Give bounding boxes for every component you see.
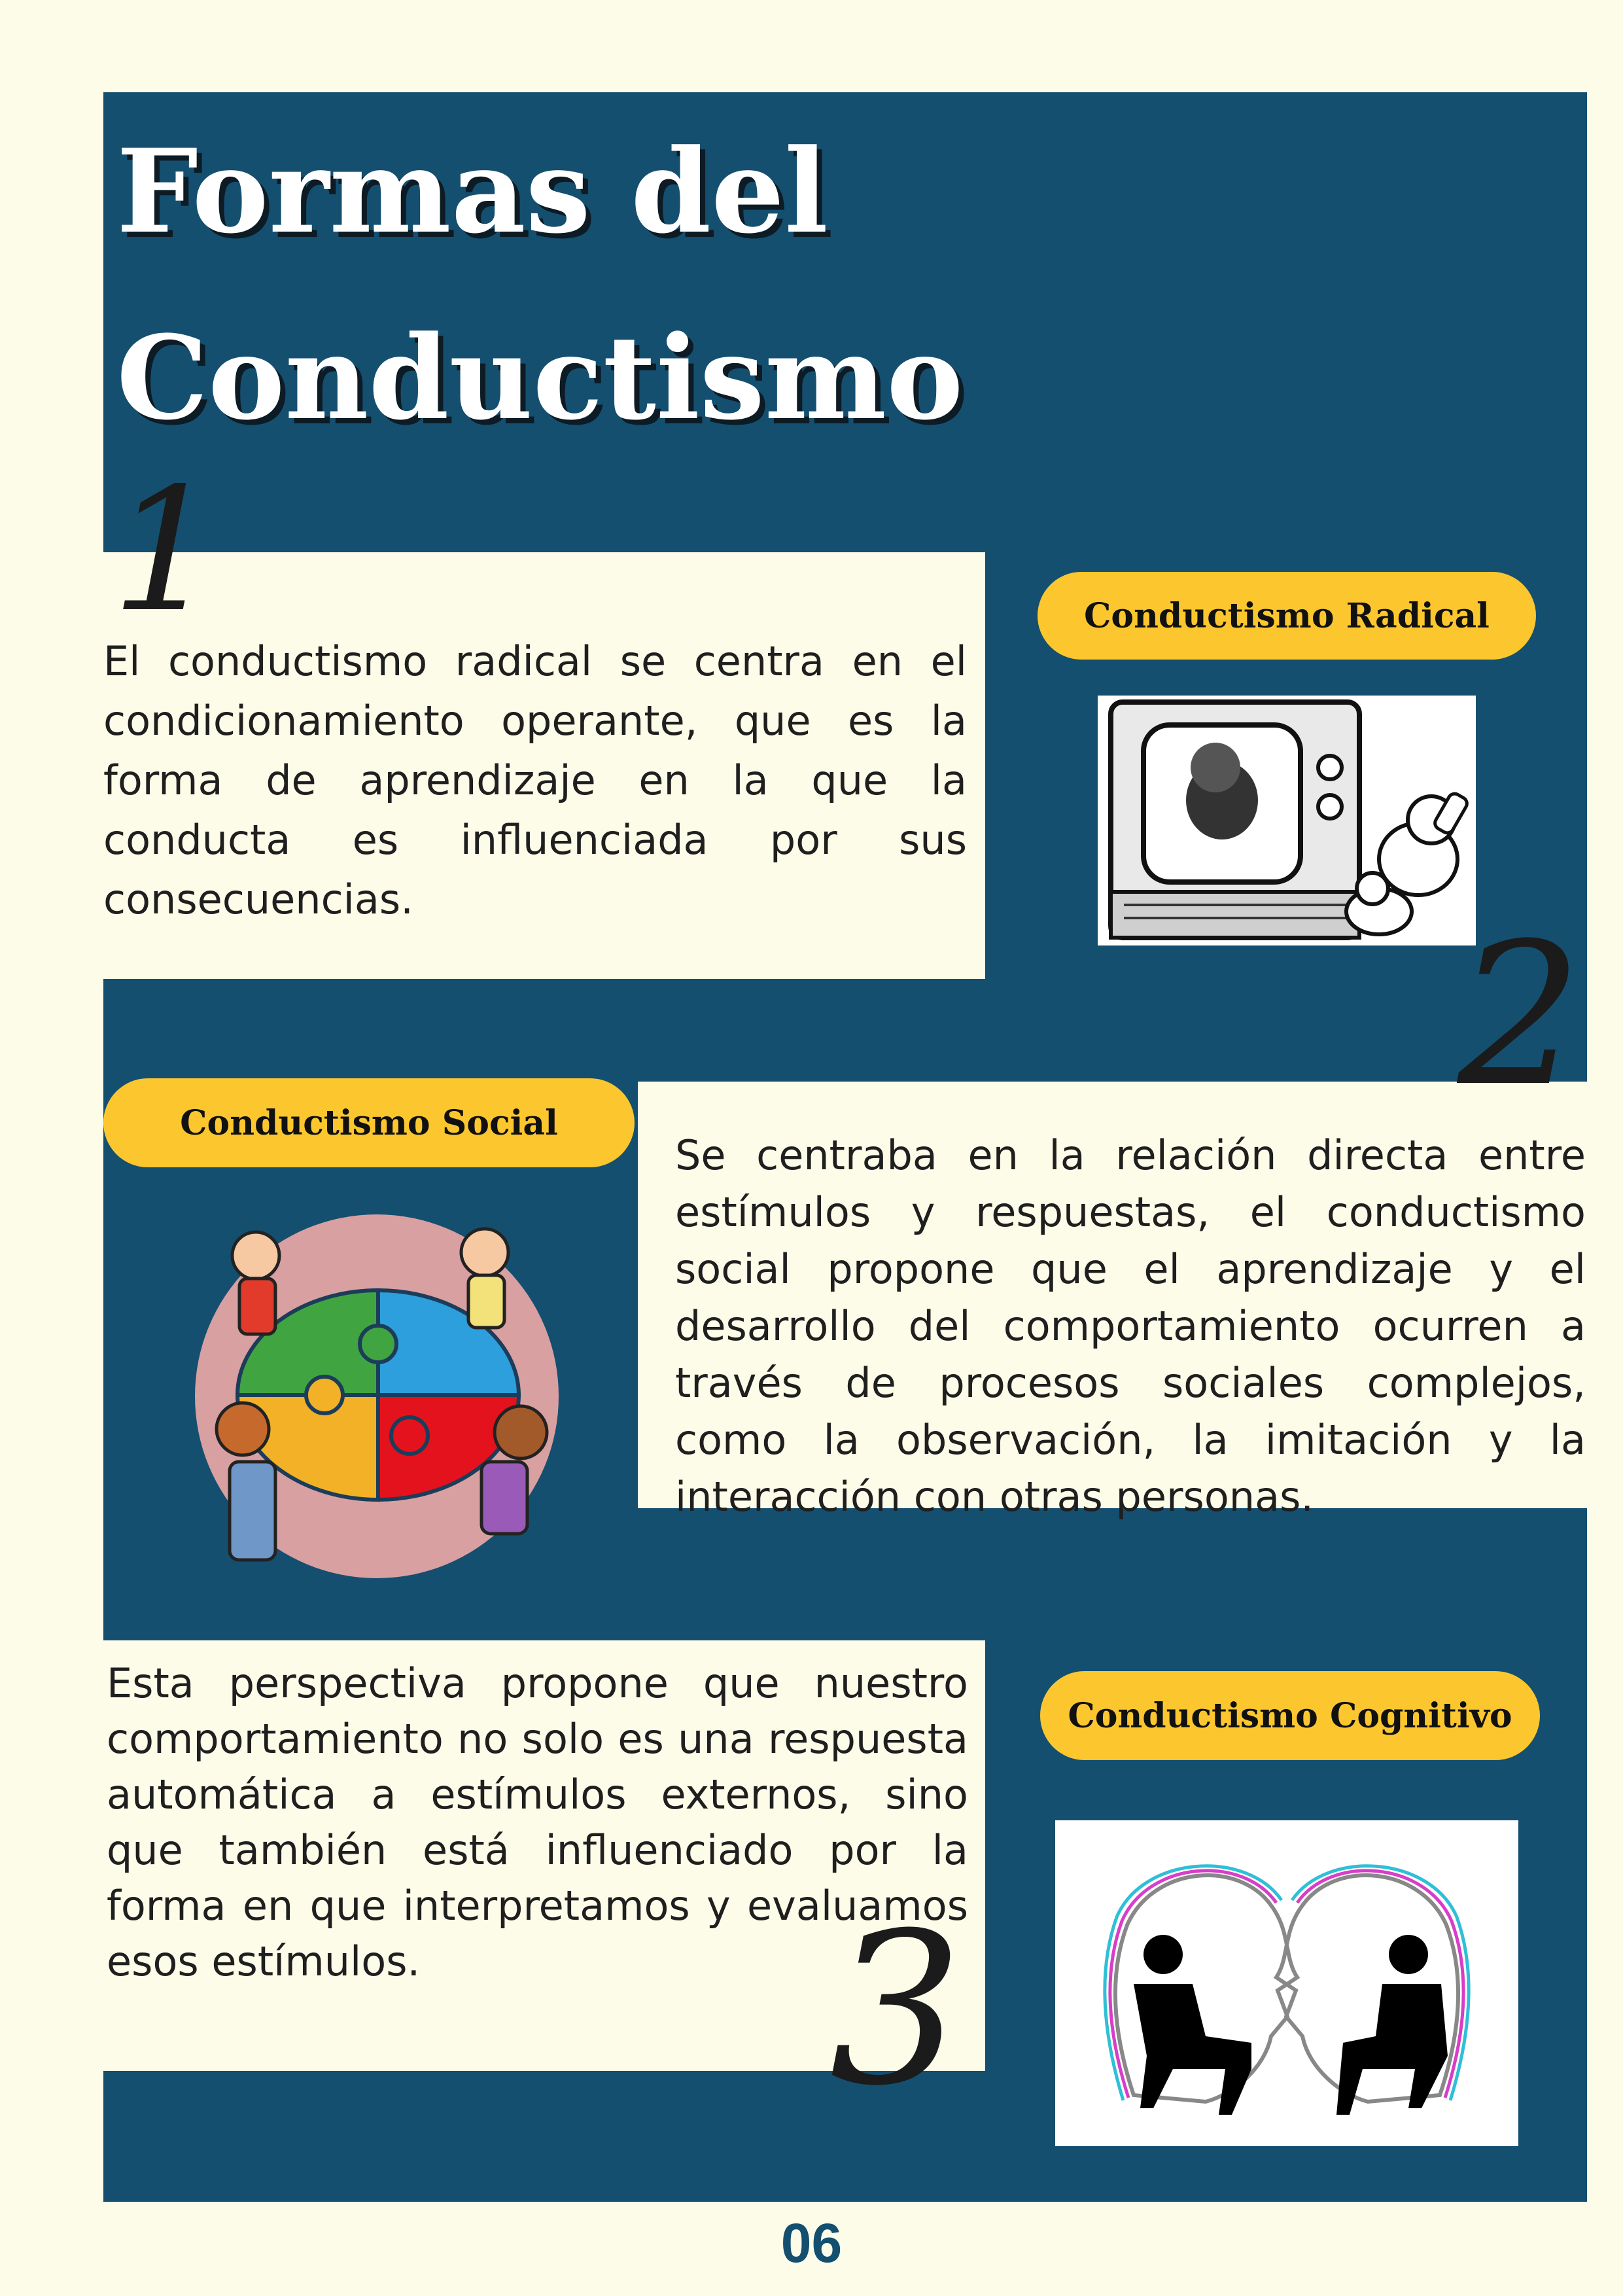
section-3-label: Conductismo Cognitivo: [1040, 1671, 1540, 1760]
section-2-label: Conductismo Social: [103, 1078, 635, 1167]
therapy-silhouettes-illustration: [1055, 1820, 1518, 2146]
section-1-text: El conductismo radical se centra en el condicionamiento operante, que es la forma de aprendizaje en la que la conducta es influenciada por sus consecuencias.: [103, 637, 967, 923]
title-line-2: Conductismo: [116, 310, 964, 446]
section-3-text: Esta perspectiva propone que nuestro comportamiento no solo es una respuesta automática a estímulos externos, sino que también está influenciado por la forma en que interpretamos y evaluamos esos estímulos.: [107, 1659, 968, 1985]
section-3-number: 3: [829, 1888, 963, 2132]
title-line-1: Formas del: [116, 124, 828, 259]
page-number: 06: [780, 2212, 843, 2274]
section-1-label: Conductismo Radical: [1038, 572, 1536, 660]
section-2-text: Se centraba en la relación directa entre estímulos y respuestas, el conductismo social propone que el aprendizaje y el desarrollo del comportamiento ocurren a través de procesos sociales complejos, como la observación, la imitación y la interacción con otras personas.: [675, 1131, 1586, 1521]
puzzle-people-illustration: [194, 1213, 560, 1580]
page-title: [116, 98, 1229, 471]
section-2-number: 2: [1457, 901, 1582, 1129]
section-1-number: 1: [111, 452, 220, 650]
tv-cartoon-illustration: [1098, 696, 1476, 945]
